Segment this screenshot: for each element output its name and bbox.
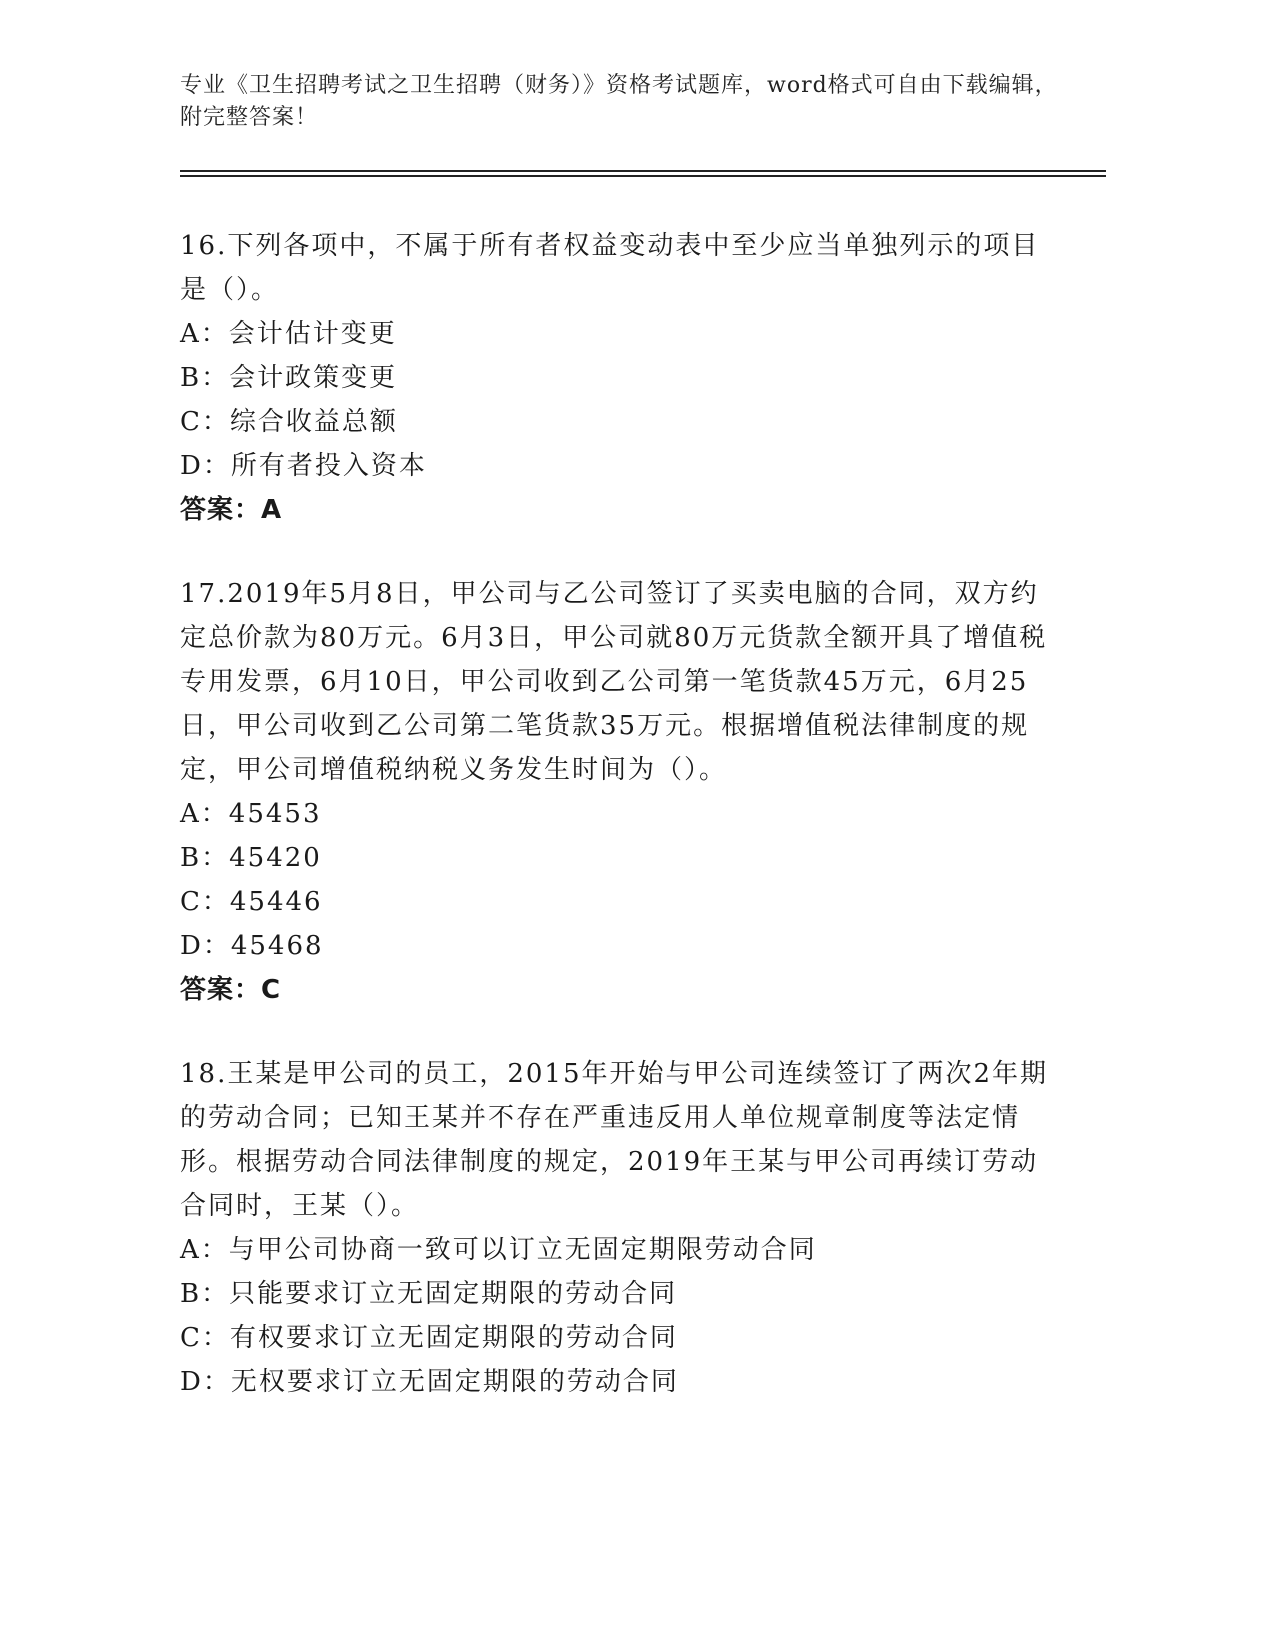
header-divider-top <box>180 170 1106 172</box>
answer: 答案：C <box>180 975 282 1005</box>
option-d: D：45468 <box>180 931 324 961</box>
option-b: B：会计政策变更 <box>180 363 398 393</box>
question-17 <box>180 572 1050 1012</box>
option-b: B：只能要求订立无固定期限的劳动合同 <box>180 1279 678 1309</box>
option-c: C：45446 <box>180 887 323 917</box>
option-d: D：所有者投入资本 <box>180 451 427 481</box>
question-stem: 18.王某是甲公司的员工，2015年开始与甲公司连续签订了两次2年期的劳动合同；已知王某并不存在严重违反用人单位规章制度等法定情形。根据劳动合同法律制度的规定，2019年王某与甲公司再续订劳动合同时，王某（）。 <box>180 1059 1049 1221</box>
option-b: B：45420 <box>180 843 322 873</box>
header-divider-bottom <box>180 175 1106 177</box>
question-18 <box>180 1052 1050 1404</box>
option-a: A：与甲公司协商一致可以订立无固定期限劳动合同 <box>180 1235 817 1265</box>
question-stem: 17.2019年5月8日，甲公司与乙公司签订了买卖电脑的合同，双方约定总价款为80万元。6月3日，甲公司就80万元货款全额开具了增值税专用发票，6月10日，甲公司收到乙公司第一笔货款45万元，6月25日，甲公司收到乙公司第二笔货款35万元。根据增值税法律制度的规定，甲公司增值税纳税义务发生时间为（）。 <box>180 579 1048 785</box>
question-16 <box>180 224 1050 532</box>
option-a: A：会计估计变更 <box>180 319 397 349</box>
option-c: C：综合收益总额 <box>180 407 398 437</box>
option-c: C：有权要求订立无固定期限的劳动合同 <box>180 1323 678 1353</box>
option-d: D：无权要求订立无固定期限的劳动合同 <box>180 1367 679 1397</box>
page-header: 专业《卫生招聘考试之卫生招聘（财务）》资格考试题库，word格式可自由下载编辑，附完整答案！ <box>180 73 1058 130</box>
answer: 答案：A <box>180 495 283 525</box>
question-stem: 16.下列各项中，不属于所有者权益变动表中至少应当单独列示的项目是（）。 <box>180 231 1040 305</box>
option-a: A：45453 <box>180 799 322 829</box>
